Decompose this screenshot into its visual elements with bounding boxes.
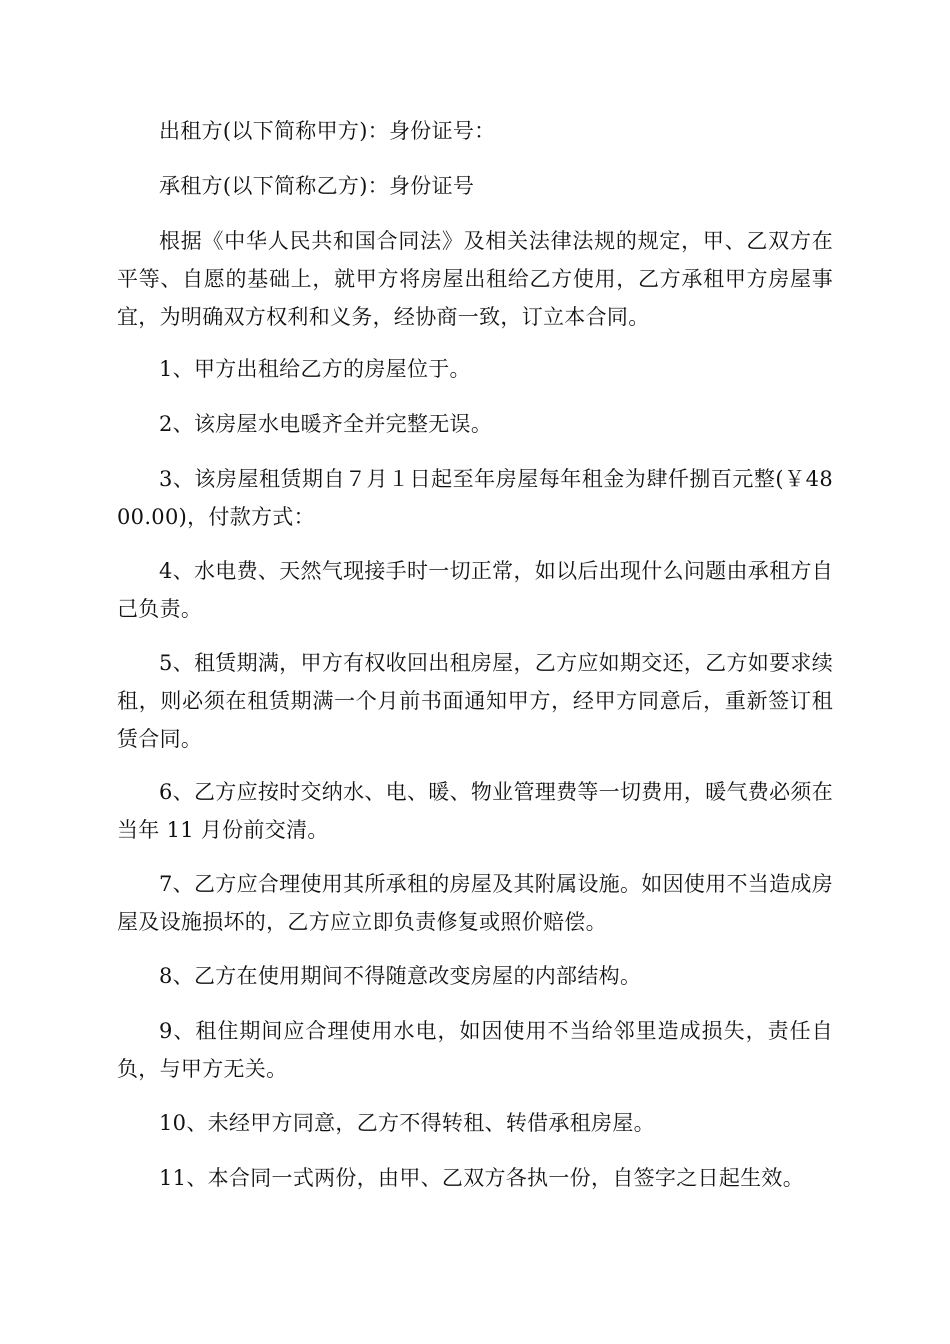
clause-11: 11、本合同一式两份，由甲、乙双方各执一份，自签字之日起生效。: [159, 1166, 805, 1190]
clause-9: 9、租住期间应合理使用水电，如因使用不当给邻里造成损失，责任自负，与甲方无关。: [117, 1019, 833, 1081]
clause-6: 6、乙方应按时交纳水、电、暖、物业管理费等一切费用，暖气费必须在当年 11 月份前交清。: [117, 780, 833, 842]
lessor-line: 出租方(以下简称甲方)：身份证号：: [159, 119, 496, 143]
clause-5: 5、租赁期满，甲方有权收回出租房屋，乙方应如期交还，乙方如要求续租，则必须在租赁期满一个月前书面通知甲方，经甲方同意后，重新签订租赁合同。: [117, 651, 833, 751]
clause-2: 2、该房屋水电暖齐全并完整无误。: [159, 412, 493, 436]
clause-8: 8、乙方在使用期间不得随意改变房屋的内部结构。: [159, 964, 642, 988]
clause-3: 3、该房屋租赁期自７月１日起至年房屋每年租金为肆仟捌百元整(￥4800.00)，付款方式：: [117, 467, 833, 529]
clause-1: 1、甲方出租给乙方的房屋位于。: [159, 357, 471, 381]
lessee-line: 承租方(以下简称乙方)：身份证号: [159, 174, 475, 198]
clause-4: 4、水电费、天然气现接手时一切正常，如以后出现什么问题由承租方自己负责。: [117, 559, 833, 621]
clause-7: 7、乙方应合理使用其所承租的房屋及其附属设施。如因使用不当造成房屋及设施损坏的，乙方应立即负责修复或照价赔偿。: [117, 872, 833, 934]
clause-10: 10、未经甲方同意，乙方不得转租、转借承租房屋。: [159, 1111, 655, 1135]
contract-preamble: 根据《中华人民共和国合同法》及相关法律法规的规定，甲、乙双方在平等、自愿的基础上，就甲方将房屋出租给乙方使用，乙方承租甲方房屋事宜，为明确双方权利和义务，经协商一致，订立本合同。: [117, 229, 833, 329]
